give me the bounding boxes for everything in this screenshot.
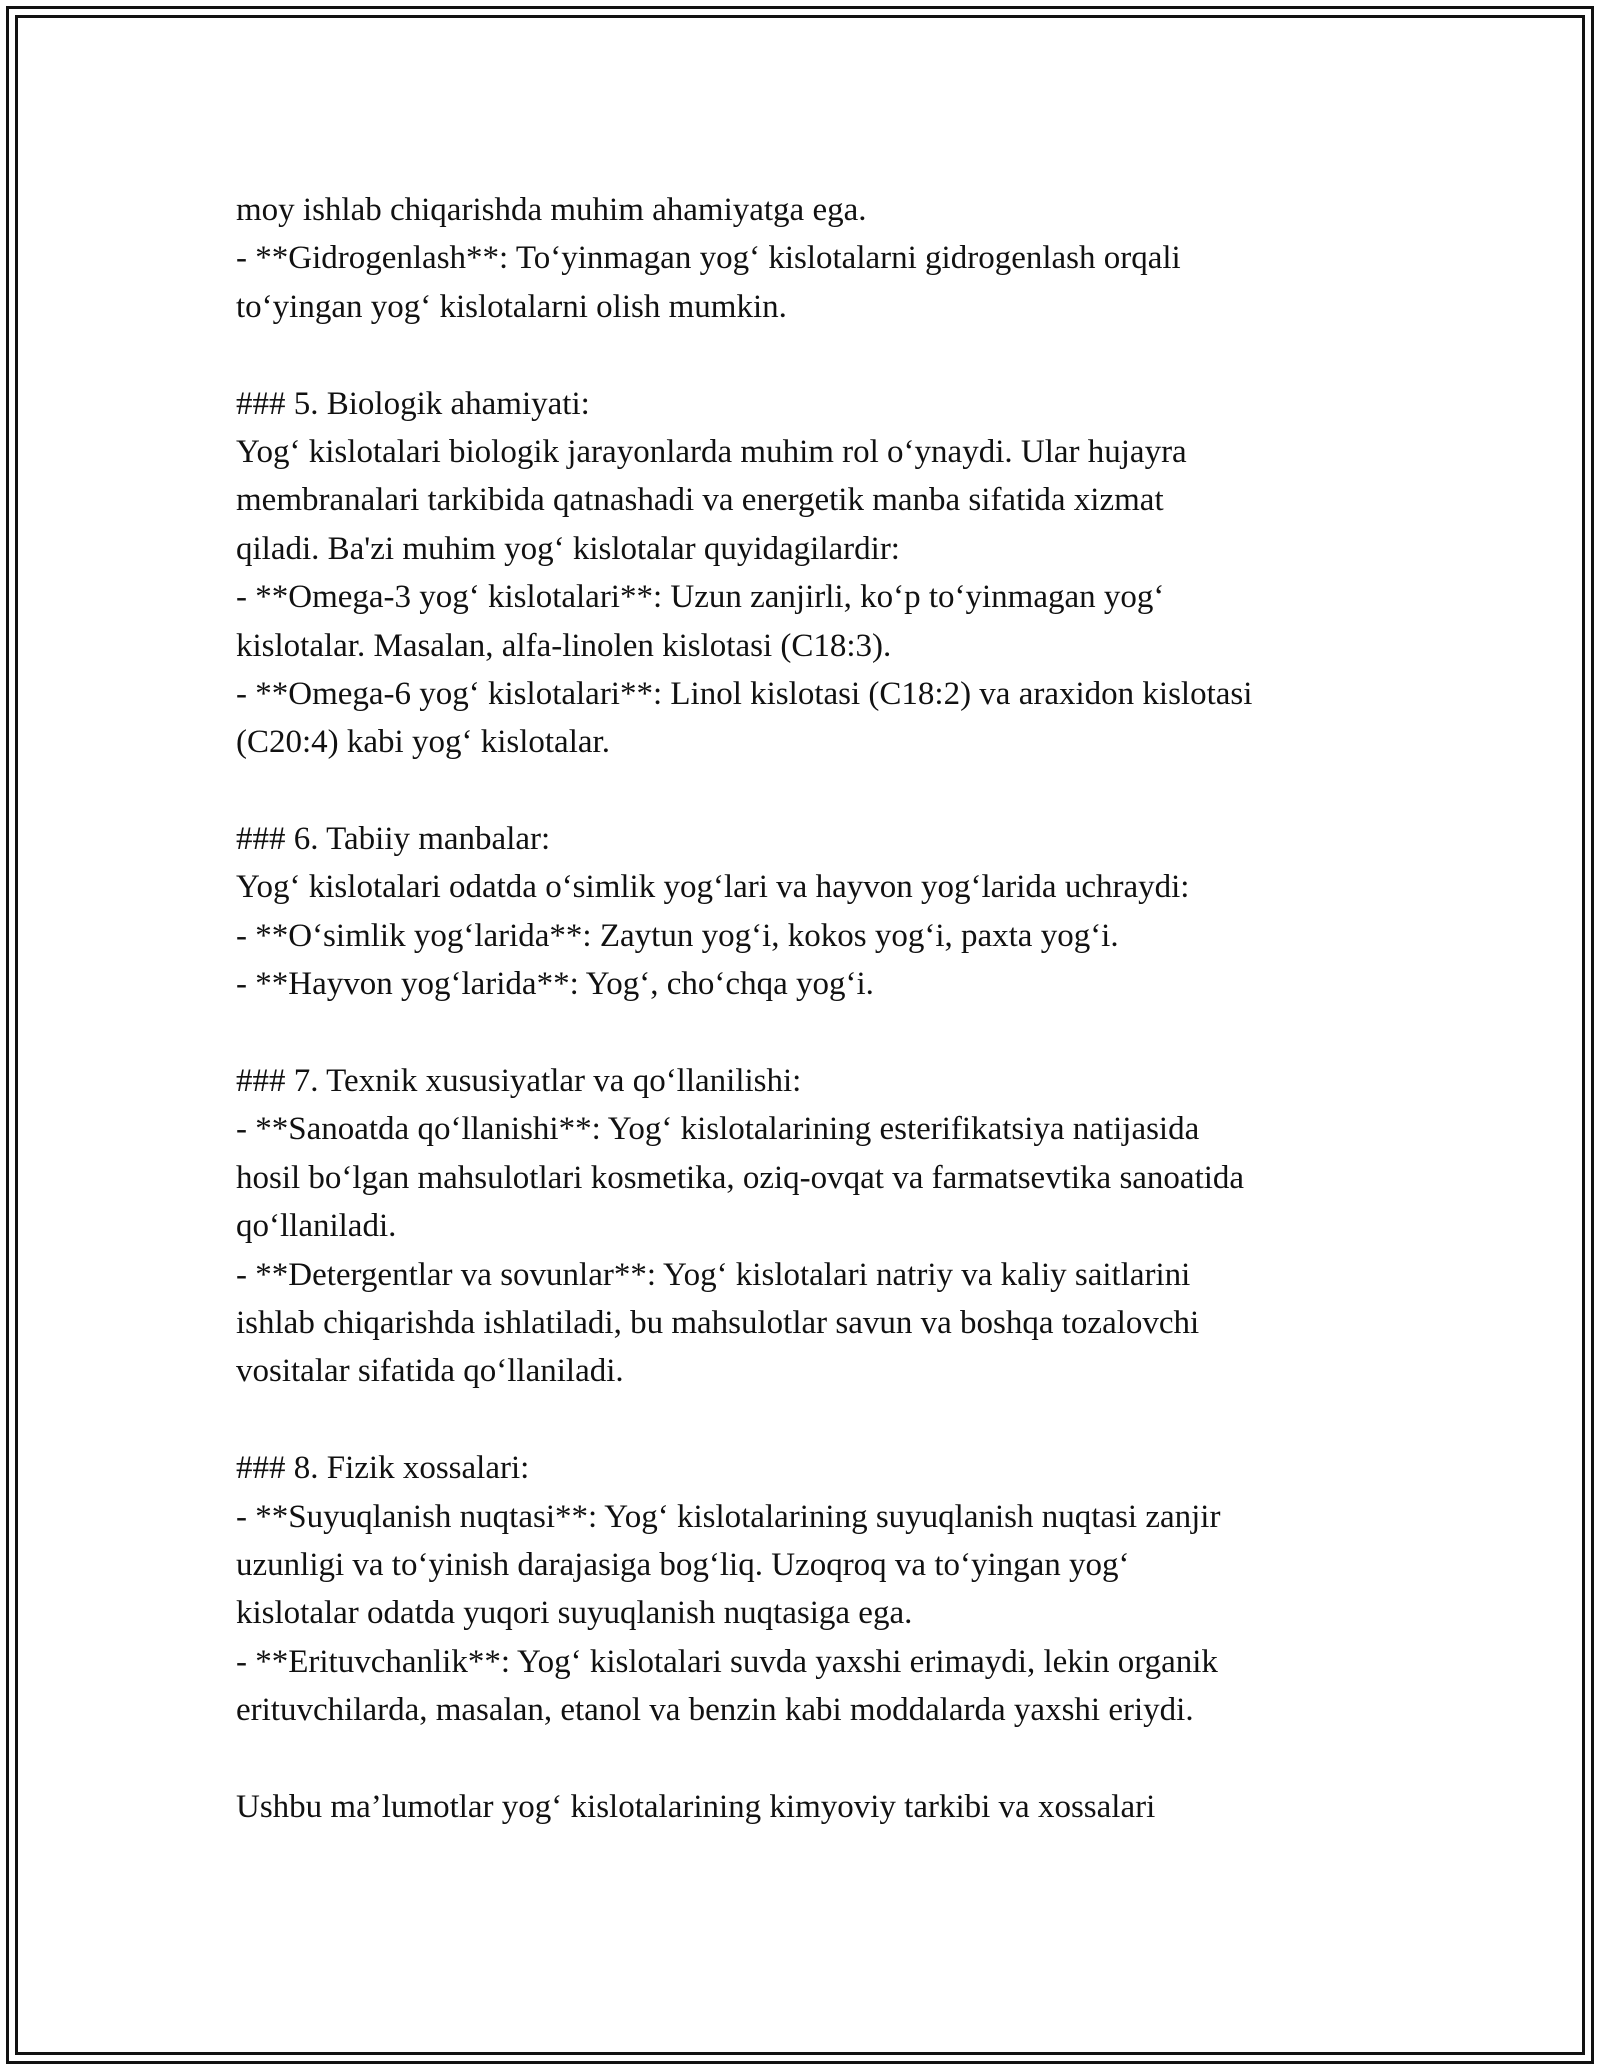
- text-line: membranalari tarkibida qatnashadi va energetik manba sifatida xizmat: [236, 482, 1164, 519]
- list-item-line: - **Detergentlar va sovunlar**: Yog‘ kislotalari natriy va kaliy saitlarini: [236, 1256, 1191, 1293]
- text-line: qiladi. Ba'zi muhim yog‘ kislotalar quyidagilardir:: [236, 530, 900, 567]
- text-line: Yog‘ kislotalari biologik jarayonlarda muhim rol o‘ynaydi. Ular hujayra: [236, 433, 1187, 470]
- list-item-line: - **Omega-6 yog‘ kislotalari**: Linol kislotasi (C18:2) va araxidon kislotasi: [236, 675, 1253, 712]
- text-line: Yog‘ kislotalari odatda o‘simlik yog‘lari va hayvon yog‘larida uchraydi:: [236, 869, 1190, 906]
- text-line: ishlab chiqarishda ishlatiladi, bu mahsulotlar savun va boshqa tozalovchi: [236, 1304, 1200, 1341]
- list-item-line: - **O‘simlik yog‘larida**: Zaytun yog‘i, kokos yog‘i, paxta yog‘i.: [236, 917, 1119, 954]
- text-line: Ushbu ma’lumotlar yog‘ kislotalarining kimyoviy tarkibi va xossalari: [236, 1788, 1156, 1825]
- text-line: uzunligi va to‘yinish darajasiga bog‘liq. Uzoqroq va to‘yingan yog‘: [236, 1546, 1130, 1583]
- text-line: kislotalar. Masalan, alfa-linolen kislotasi (C18:3).: [236, 627, 892, 664]
- section-heading: ### 5. Biologik ahamiyati:: [236, 385, 590, 422]
- document-body: [236, 186, 1396, 1831]
- blank-line: [236, 1396, 1396, 1444]
- section-heading: ### 8. Fizik xossalari:: [236, 1450, 530, 1487]
- list-item-line: - **Hayvon yog‘larida**: Yog‘, cho‘chqa yog‘i.: [236, 966, 874, 1003]
- blank-line: [236, 331, 1396, 379]
- text-line: (C20:4) kabi yog‘ kislotalar.: [236, 724, 610, 761]
- text-line: kislotalar odatda yuqori suyuqlanish nuqtasiga ega.: [236, 1595, 913, 1632]
- text-line: vositalar sifatida qo‘llaniladi.: [236, 1353, 624, 1390]
- blank-line: [236, 767, 1396, 815]
- list-item-line: - **Omega-3 yog‘ kislotalari**: Uzun zanjirli, ko‘p to‘yinmagan yog‘: [236, 579, 1165, 616]
- text-line: moy ishlab chiqarishda muhim ahamiyatga ega.: [236, 192, 867, 228]
- section-heading: ### 7. Texnik xususiyatlar va qo‘llanilishi:: [236, 1063, 802, 1100]
- blank-line: [236, 1009, 1396, 1057]
- text-line: hosil bo‘lgan mahsulotlari kosmetika, oziq-ovqat va farmatsevtika sanoatida: [236, 1159, 1245, 1196]
- section-heading: ### 6. Tabiiy manbalar:: [236, 821, 551, 858]
- list-item-line: - **Suyuqlanish nuqtasi**: Yog‘ kislotalarining suyuqlanish nuqtasi zanjir: [236, 1498, 1221, 1535]
- list-item-line: - **Gidrogenlash**: To‘yinmagan yog‘ kislotalarni gidrogenlash orqali: [236, 240, 1181, 277]
- text-line: qo‘llaniladi.: [236, 1208, 397, 1245]
- list-item-line: - **Erituvchanlik**: Yog‘ kislotalari suvda yaxshi erimaydi, lekin organik: [236, 1643, 1218, 1680]
- text-line: to‘yingan yog‘ kislotalarni olish mumkin.: [236, 288, 787, 325]
- list-item-line: - **Sanoatda qo‘llanishi**: Yog‘ kislotalarining esterifikatsiya natijasida: [236, 1111, 1200, 1148]
- text-line: erituvchilarda, masalan, etanol va benzin kabi moddalarda yaxshi eriydi.: [236, 1692, 1194, 1729]
- blank-line: [236, 1735, 1396, 1783]
